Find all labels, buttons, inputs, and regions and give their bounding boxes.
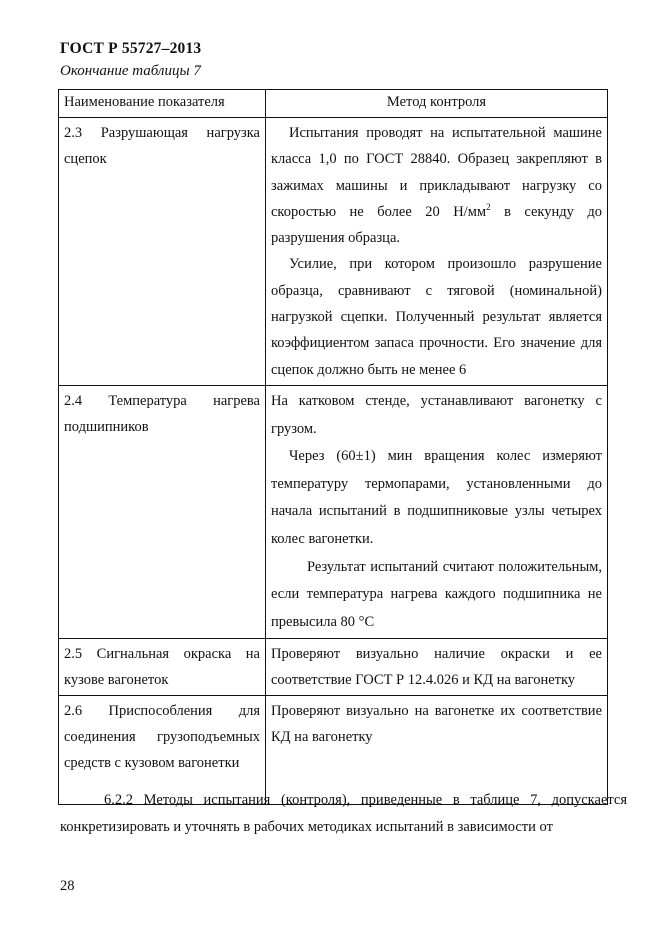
column-header-method: Метод контроля	[266, 90, 608, 118]
method-paragraph: Проверяют визуально наличие окраски и ее соответствие ГОСТ Р 12.4.026 и КД на вагонетку	[271, 646, 602, 689]
indicator-name: 2.6 Приспособления для соединения грузоподъемных средств с кузовом вагонетки	[59, 696, 266, 805]
table-caption: Окончание таблицы 7	[60, 63, 201, 79]
indicator-name: 2.5 Сигнальная окраска на кузове вагонеток	[59, 639, 266, 696]
specification-table	[58, 89, 608, 805]
method-text-continued: в секунду до разрушения образца.	[271, 203, 603, 247]
table-row	[59, 385, 608, 638]
column-header-name: Наименование показателя	[59, 90, 266, 118]
table-row	[59, 118, 608, 386]
method-paragraph: Через (60±1) мин вращения колес измеряют температуру термопарами, установленными до начала испытаний в подшипниковые узлы четырех колес вагонетки.	[271, 448, 602, 547]
table-row	[59, 639, 608, 696]
unit-superscript: 2	[486, 202, 491, 213]
method-paragraph	[271, 120, 602, 251]
document-id: ГОСТ Р 55727–2013	[60, 40, 202, 57]
method-paragraph: На катковом стенде, устанавливают вагонетку с грузом.	[271, 392, 602, 437]
indicator-name: 2.3 Разрушающая нагрузка сцепок	[59, 118, 266, 386]
control-method	[266, 385, 608, 638]
page-number: 28	[60, 878, 75, 894]
table-header-row	[59, 90, 608, 118]
method-paragraph: Усилие, при котором произошло разрушение образца, сравнивают с тяговой (номинальной) нагрузкой сцепки. Полученный результат является коэффициентом запаса прочности. Его значение для сцепок должно быть не менее 6	[271, 256, 602, 378]
body-paragraph	[60, 787, 627, 841]
control-method	[266, 639, 608, 696]
method-text: Испытания проводят на испытательной машине класса 1,0 по ГОСТ 28840. Образец закрепляют в зажимах машины и прикладывают нагрузку со скоростью не более 20 Н/мм	[271, 125, 602, 220]
paragraph-6-2-2: 6.2.2 Методы испытания (контроля), приведенные в таблице 7, допускается конкретизировать и уточнять в рабочих методиках испытаний в зависимости от	[60, 792, 627, 835]
control-method	[266, 118, 608, 386]
indicator-name: 2.4 Температура нагрева подшипников	[59, 385, 266, 638]
method-paragraph: Проверяют визуально на вагонетке их соответствие КД на вагонетку	[271, 703, 602, 746]
method-paragraph: Результат испытаний считают положительным, если температура нагрева каждого подшипника не превысила 80 °С	[271, 558, 602, 630]
